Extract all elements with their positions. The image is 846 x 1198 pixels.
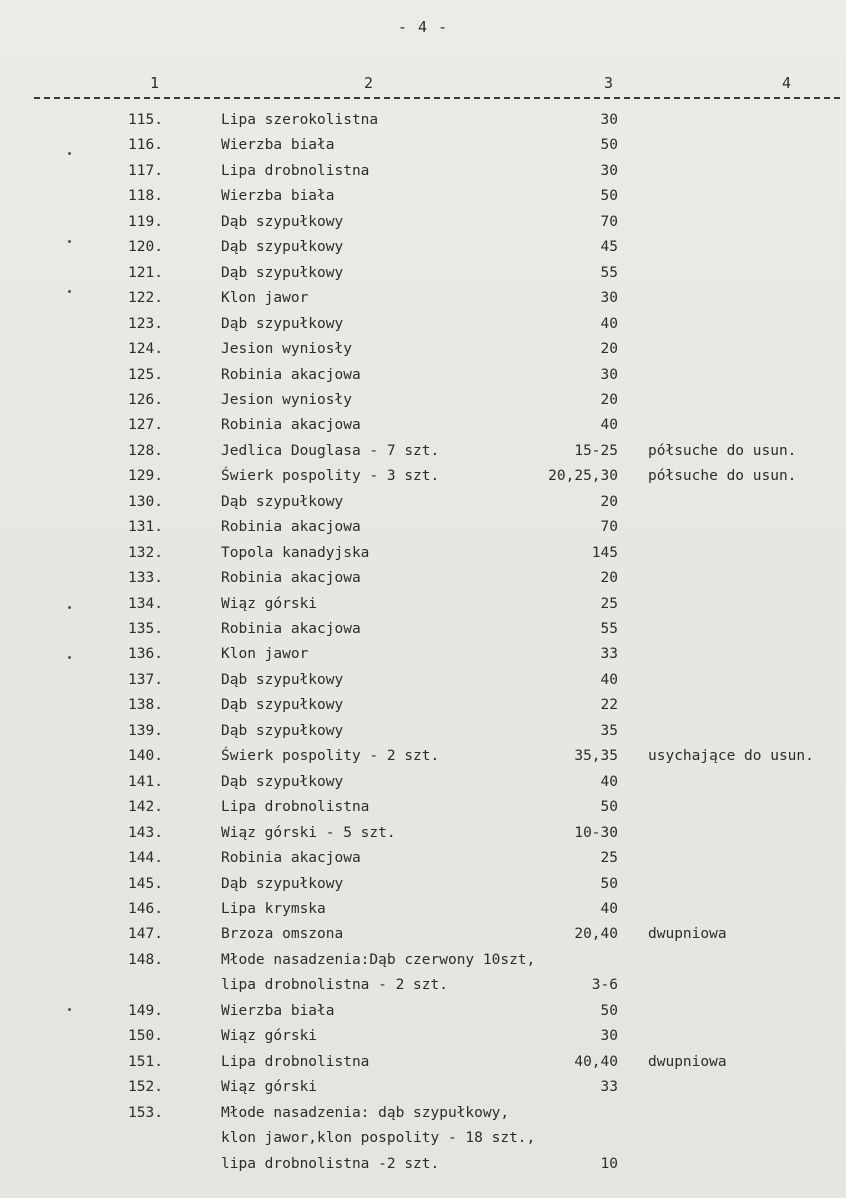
trunk-size: 35,35 — [574, 748, 618, 765]
trunk-size: 50 — [600, 875, 618, 892]
table-row — [0, 163, 846, 188]
species-name: Wiąz górski — [221, 595, 318, 612]
row-number: 135. — [128, 621, 163, 637]
trunk-size: 22 — [600, 697, 618, 714]
species-name: klon jawor,klon pospolity - 18 szt., — [221, 1130, 536, 1146]
table-row — [0, 876, 846, 901]
trunk-size: 10 — [600, 1155, 618, 1172]
trunk-size: 20 — [600, 570, 618, 587]
table-row — [0, 1105, 846, 1130]
row-number: 137. — [128, 671, 163, 688]
margin-mark — [68, 656, 71, 659]
row-number: 126. — [128, 391, 163, 408]
table-row — [0, 545, 846, 570]
species-name: Świerk pospolity - 3 szt. — [221, 468, 440, 485]
table-row — [0, 799, 846, 824]
trunk-size: 30 — [600, 290, 618, 307]
trunk-size: 15-25 — [574, 442, 618, 459]
table-row — [0, 825, 846, 850]
trunk-size: 45 — [600, 239, 618, 256]
trunk-size: 33 — [600, 1079, 618, 1096]
table-row — [0, 672, 846, 697]
trunk-size: 55 — [600, 621, 618, 637]
remarks: usychające do usun. — [648, 748, 814, 765]
row-number: 128. — [128, 442, 163, 459]
species-name: Dąb szypułkowy — [221, 671, 344, 688]
species-name: Robinia akacjowa — [221, 366, 361, 383]
species-name: Robinia akacjowa — [221, 417, 361, 434]
table-row — [0, 1156, 846, 1181]
row-number: 129. — [128, 468, 163, 485]
table-row — [0, 392, 846, 417]
row-number: 124. — [128, 341, 163, 357]
trunk-size: 30 — [600, 112, 618, 128]
trunk-size: 50 — [600, 137, 618, 154]
species-name: Klon jawor — [221, 646, 309, 663]
row-number: 140. — [128, 748, 163, 765]
trunk-size: 40 — [600, 417, 618, 434]
page-number: - 4 - — [397, 18, 449, 36]
table-row — [0, 1028, 846, 1053]
table-row — [0, 850, 846, 875]
trunk-size: 50 — [600, 1002, 618, 1019]
remarks: dwupniowa — [648, 926, 727, 943]
trunk-size: 33 — [600, 646, 618, 663]
row-number: 152. — [128, 1079, 163, 1096]
species-name: Klon jawor — [221, 290, 309, 307]
species-name: Robinia akacjowa — [221, 850, 361, 866]
species-name: Lipa drobnolistna — [221, 799, 370, 816]
trunk-size: 20,25,30 — [548, 468, 618, 485]
row-number: 122. — [128, 290, 163, 307]
table-row — [0, 774, 846, 799]
species-name: Jesion wyniosły — [221, 341, 352, 357]
table-row — [0, 952, 846, 977]
table-row — [0, 239, 846, 264]
row-number: 130. — [128, 493, 163, 510]
trunk-size: 10-30 — [574, 824, 618, 841]
species-name: Wierzba biała — [221, 137, 335, 154]
row-number: 139. — [128, 722, 163, 739]
row-number: 151. — [128, 1053, 163, 1070]
trunk-size: 30 — [600, 366, 618, 383]
remarks: półsuche do usun. — [648, 442, 797, 459]
table-row — [0, 723, 846, 748]
row-number: 131. — [128, 519, 163, 536]
species-name: Lipa krymska — [221, 900, 326, 917]
species-name: Robinia akacjowa — [221, 519, 361, 536]
trunk-size: 3-6 — [591, 977, 618, 994]
table-row — [0, 468, 846, 493]
row-number: 116. — [128, 137, 163, 154]
table-row — [0, 494, 846, 519]
row-number: 121. — [128, 264, 163, 281]
trunk-size: 70 — [600, 519, 618, 536]
table-row — [0, 621, 846, 646]
table-row — [0, 367, 846, 392]
species-name: lipa drobnolistna - 2 szt. — [221, 977, 448, 994]
species-name: Wiąz górski — [221, 1079, 318, 1096]
trunk-size: 50 — [600, 188, 618, 205]
trunk-size: 40 — [600, 900, 618, 917]
table-row — [0, 188, 846, 213]
row-number: 147. — [128, 926, 163, 943]
table-row — [0, 214, 846, 239]
row-number: 127. — [128, 417, 163, 434]
row-number: 115. — [128, 112, 163, 128]
species-name: Lipa drobnolistna — [221, 162, 370, 179]
species-name: Dąb szypułkowy — [221, 239, 344, 256]
trunk-size: 30 — [600, 1028, 618, 1045]
table-row — [0, 748, 846, 773]
remarks: półsuche do usun. — [648, 468, 797, 485]
species-name: Jedlica Douglasa - 7 szt. — [221, 442, 440, 459]
margin-mark — [68, 606, 71, 609]
row-number: 117. — [128, 162, 163, 179]
row-number: 146. — [128, 900, 163, 917]
row-number: 132. — [128, 544, 163, 561]
trunk-size: 50 — [600, 799, 618, 816]
header-divider — [34, 97, 840, 99]
trunk-size: 20 — [600, 493, 618, 510]
table-row — [0, 443, 846, 468]
species-name: Lipa szerokolistna — [221, 112, 379, 128]
table-row — [0, 1079, 846, 1104]
species-name: Dąb szypułkowy — [221, 875, 344, 892]
table-row — [0, 112, 846, 137]
trunk-size: 25 — [600, 850, 618, 866]
row-number: 145. — [128, 875, 163, 892]
species-name: Dąb szypułkowy — [221, 493, 344, 510]
table-row — [0, 646, 846, 671]
species-name: Wiąz górski — [221, 1028, 318, 1045]
row-number: 144. — [128, 850, 163, 866]
trunk-size: 145 — [591, 544, 618, 561]
trunk-size: 20 — [600, 341, 618, 357]
row-number: 118. — [128, 188, 163, 205]
row-number: 141. — [128, 773, 163, 790]
row-number: 143. — [128, 824, 163, 841]
trunk-size: 40 — [600, 671, 618, 688]
column-header-1: 1 — [150, 74, 160, 92]
row-number: 134. — [128, 595, 163, 612]
table-row — [0, 977, 846, 1002]
table-row — [0, 316, 846, 341]
row-number: 120. — [128, 239, 163, 256]
table-row — [0, 1003, 846, 1028]
species-name: Dąb szypułkowy — [221, 315, 344, 332]
row-number: 150. — [128, 1028, 163, 1045]
species-name: Dąb szypułkowy — [221, 213, 344, 230]
table-row — [0, 417, 846, 442]
row-number: 149. — [128, 1002, 163, 1019]
column-header-3: 3 — [604, 74, 614, 92]
species-name: Lipa drobnolistna — [221, 1053, 370, 1070]
table-row — [0, 519, 846, 544]
row-number: 125. — [128, 366, 163, 383]
species-name: Świerk pospolity - 2 szt. — [221, 748, 440, 765]
row-number: 136. — [128, 646, 163, 663]
trunk-size: 40,40 — [574, 1053, 618, 1070]
margin-mark — [68, 1008, 71, 1011]
trunk-size: 40 — [600, 773, 618, 790]
species-name: Dąb szypułkowy — [221, 264, 344, 281]
trunk-size: 70 — [600, 213, 618, 230]
table-row — [0, 570, 846, 595]
species-name: Dąb szypułkowy — [221, 722, 344, 739]
table-row — [0, 265, 846, 290]
row-number: 153. — [128, 1104, 163, 1121]
trunk-size: 30 — [600, 162, 618, 179]
remarks: dwupniowa — [648, 1053, 727, 1070]
species-name: Młode nasadzenia: dąb szypułkowy, — [221, 1104, 510, 1121]
table-row — [0, 901, 846, 926]
trunk-size: 35 — [600, 722, 618, 739]
table-row — [0, 137, 846, 162]
margin-mark — [68, 290, 71, 293]
species-name: Wierzba biała — [221, 1002, 335, 1019]
species-name: Topola kanadyjska — [221, 544, 370, 561]
margin-mark — [68, 152, 71, 155]
column-header-2: 2 — [364, 74, 374, 92]
species-name: Dąb szypułkowy — [221, 697, 344, 714]
trunk-size: 40 — [600, 315, 618, 332]
row-number: 133. — [128, 570, 163, 587]
species-name: Robinia akacjowa — [221, 570, 361, 587]
table-row — [0, 697, 846, 722]
row-number: 123. — [128, 315, 163, 332]
species-name: Jesion wyniosły — [221, 391, 352, 408]
species-name: lipa drobnolistna -2 szt. — [221, 1155, 440, 1172]
trunk-size: 20 — [600, 391, 618, 408]
species-name: Wierzba biała — [221, 188, 335, 205]
trunk-size: 55 — [600, 264, 618, 281]
species-name: Robinia akacjowa — [221, 621, 361, 637]
species-name: Dąb szypułkowy — [221, 773, 344, 790]
row-number: 142. — [128, 799, 163, 816]
row-number: 148. — [128, 951, 163, 968]
table-row — [0, 926, 846, 951]
margin-mark — [68, 240, 71, 243]
row-number: 138. — [128, 697, 163, 714]
species-name: Wiąz górski - 5 szt. — [221, 824, 396, 841]
table-row — [0, 341, 846, 366]
species-name: Młode nasadzenia:Dąb czerwony 10szt, — [221, 951, 536, 968]
column-header-4: 4 — [782, 74, 792, 92]
row-number: 119. — [128, 213, 163, 230]
table-row — [0, 1130, 846, 1155]
species-name: Brzoza omszona — [221, 926, 344, 943]
table-row — [0, 596, 846, 621]
trunk-size: 25 — [600, 595, 618, 612]
table-row — [0, 1054, 846, 1079]
table-row — [0, 290, 846, 315]
trunk-size: 20,40 — [574, 926, 618, 943]
